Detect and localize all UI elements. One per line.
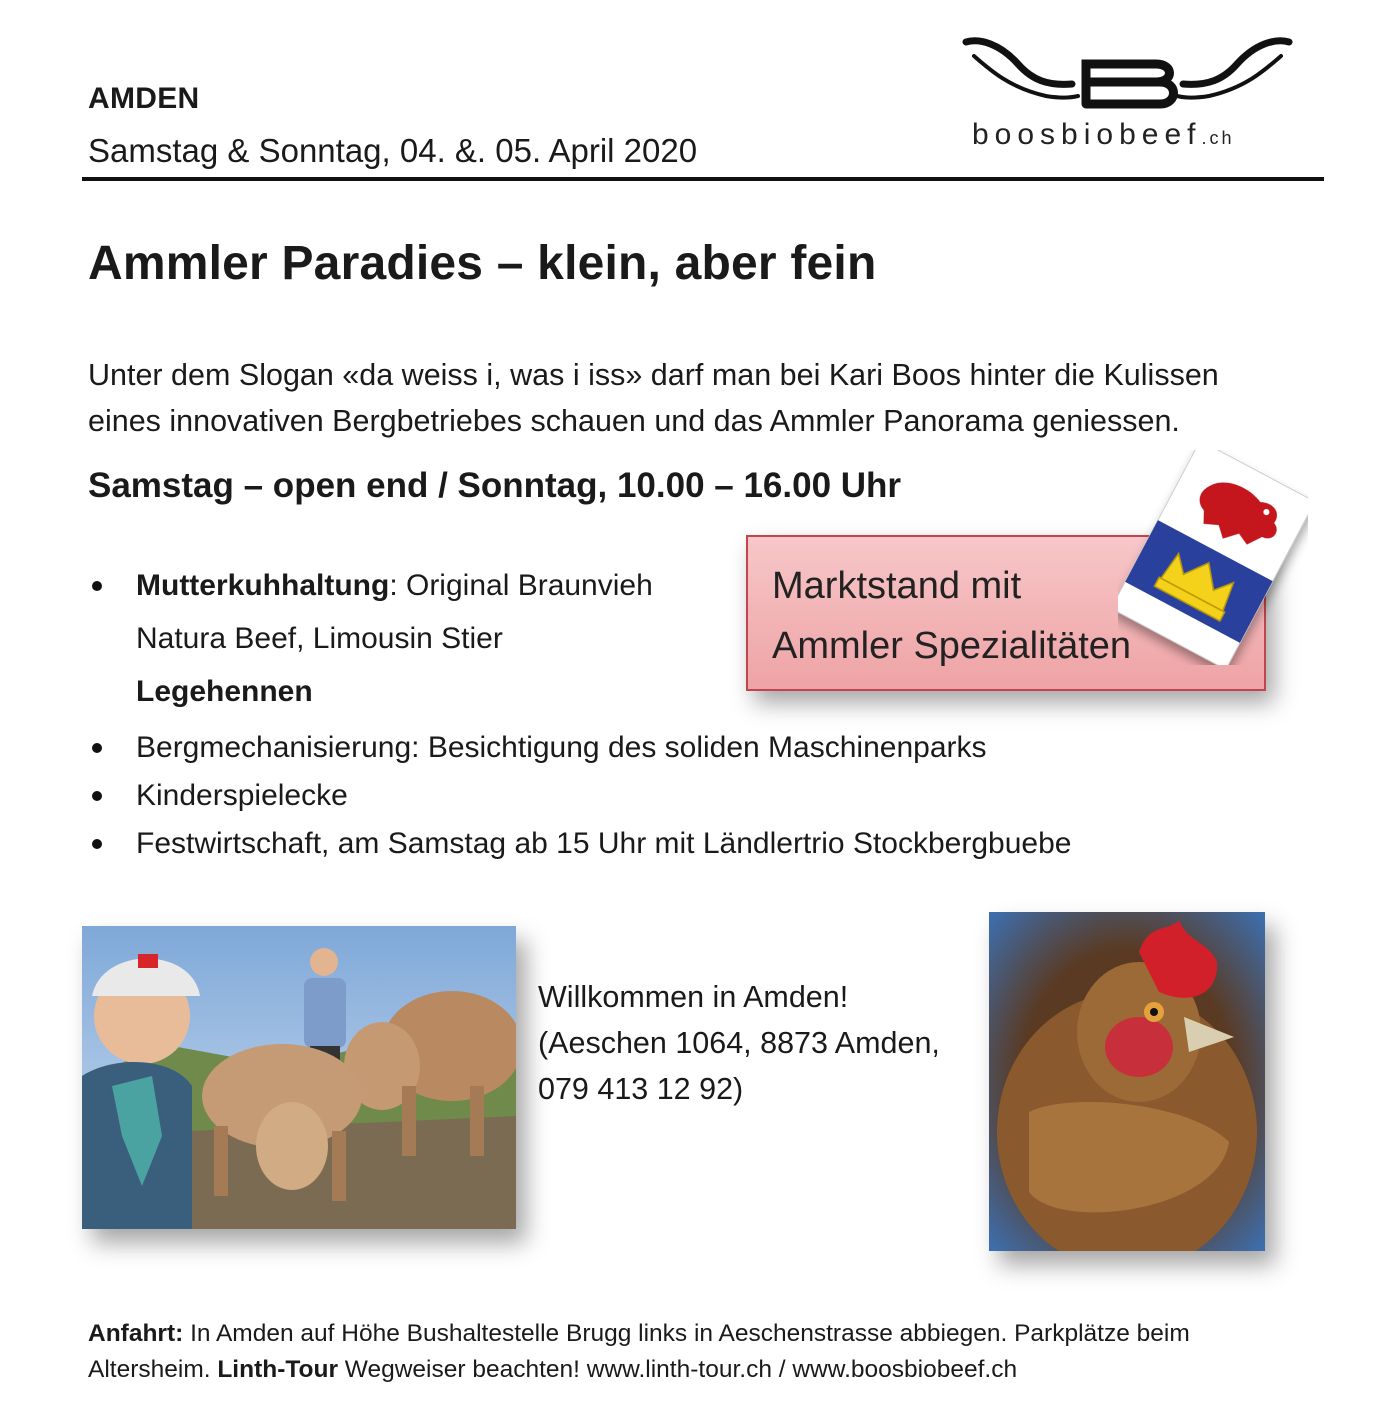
footer-line — [88, 1352, 1338, 1388]
callout-line: Ammler Spezialitäten — [772, 625, 1132, 667]
welcome-address — [538, 974, 940, 1112]
callout-text — [772, 556, 1131, 676]
photo-farmers-with-cows-image — [82, 926, 516, 1229]
list-item-text: Kinderspielecke — [136, 779, 348, 812]
intro-paragraph — [88, 352, 1338, 444]
bullet-icon — [92, 581, 102, 591]
list-item-text: : Original Braunvieh — [389, 569, 653, 602]
list-item-legehennen: Legehennen — [136, 675, 313, 708]
list-item-continuation: Natura Beef, Limousin Stier — [136, 622, 503, 655]
bullet-icon — [92, 839, 102, 849]
intro-line: Unter dem Slogan «da weiss i, was i iss» darf man bei Kari Boos hinter die Kulissen — [88, 358, 1219, 392]
list-item-bergmechanisierung — [136, 728, 987, 768]
photo-hen — [989, 912, 1265, 1251]
list-item-kinderspielecke — [136, 776, 348, 816]
footer-label-anfahrt: Anfahrt: — [88, 1320, 184, 1347]
footer-line — [88, 1316, 1338, 1352]
bullet-icon — [92, 791, 102, 801]
logo-tld: .ch — [1201, 128, 1235, 148]
page-title: Ammler Paradies – klein, aber fein — [88, 237, 877, 290]
intro-line: eines innovativen Bergbetriebes schauen und das Ammler Panorama geniessen. — [88, 404, 1180, 438]
list-item-festwirtschaft — [136, 824, 1071, 864]
logo-name: boosbiobeef — [972, 118, 1202, 151]
photo-hen-image — [989, 912, 1265, 1251]
list-item-mutterkuhhaltung — [136, 566, 653, 606]
logo-wordmark — [972, 118, 1235, 152]
address-line: (Aeschen 1064, 8873 Amden, — [538, 1026, 940, 1060]
welcome-line: Willkommen in Amden! — [538, 980, 849, 1014]
directions-footer — [88, 1316, 1338, 1388]
phone-line: 079 413 12 92) — [538, 1072, 744, 1106]
callout-line: Marktstand mit — [772, 565, 1022, 607]
footer-label-linth-tour: Linth-Tour — [217, 1356, 338, 1383]
header-divider — [82, 177, 1324, 181]
amden-coat-of-arms-flag — [1118, 450, 1308, 665]
list-item-bold: Mutterkuhhaltung — [136, 569, 390, 602]
footer-links: Wegweiser beachten! www.linth-tour.ch / www.boosbiobeef.ch — [337, 1356, 1018, 1383]
bullet-icon — [92, 743, 102, 753]
list-item-text: Bergmechanisierung: Besichtigung des soliden Maschinenparks — [136, 731, 987, 764]
event-date: Samstag & Sonntag, 04. &. 05. April 2020 — [88, 132, 698, 169]
photo-farmers-with-cows — [82, 926, 516, 1229]
footer-text: Altersheim. — [88, 1356, 218, 1383]
list-item-text: Festwirtschaft, am Samstag ab 15 Uhr mit Ländlertrio Stockbergbuebe — [136, 827, 1072, 860]
place-heading: AMDEN — [88, 82, 200, 115]
footer-text: In Amden auf Höhe Bushaltestelle Brugg links in Aeschenstrasse abbiegen. Parkplätze beim — [183, 1320, 1190, 1347]
opening-hours: Samstag – open end / Sonntag, 10.00 – 16.00 Uhr — [88, 466, 902, 505]
